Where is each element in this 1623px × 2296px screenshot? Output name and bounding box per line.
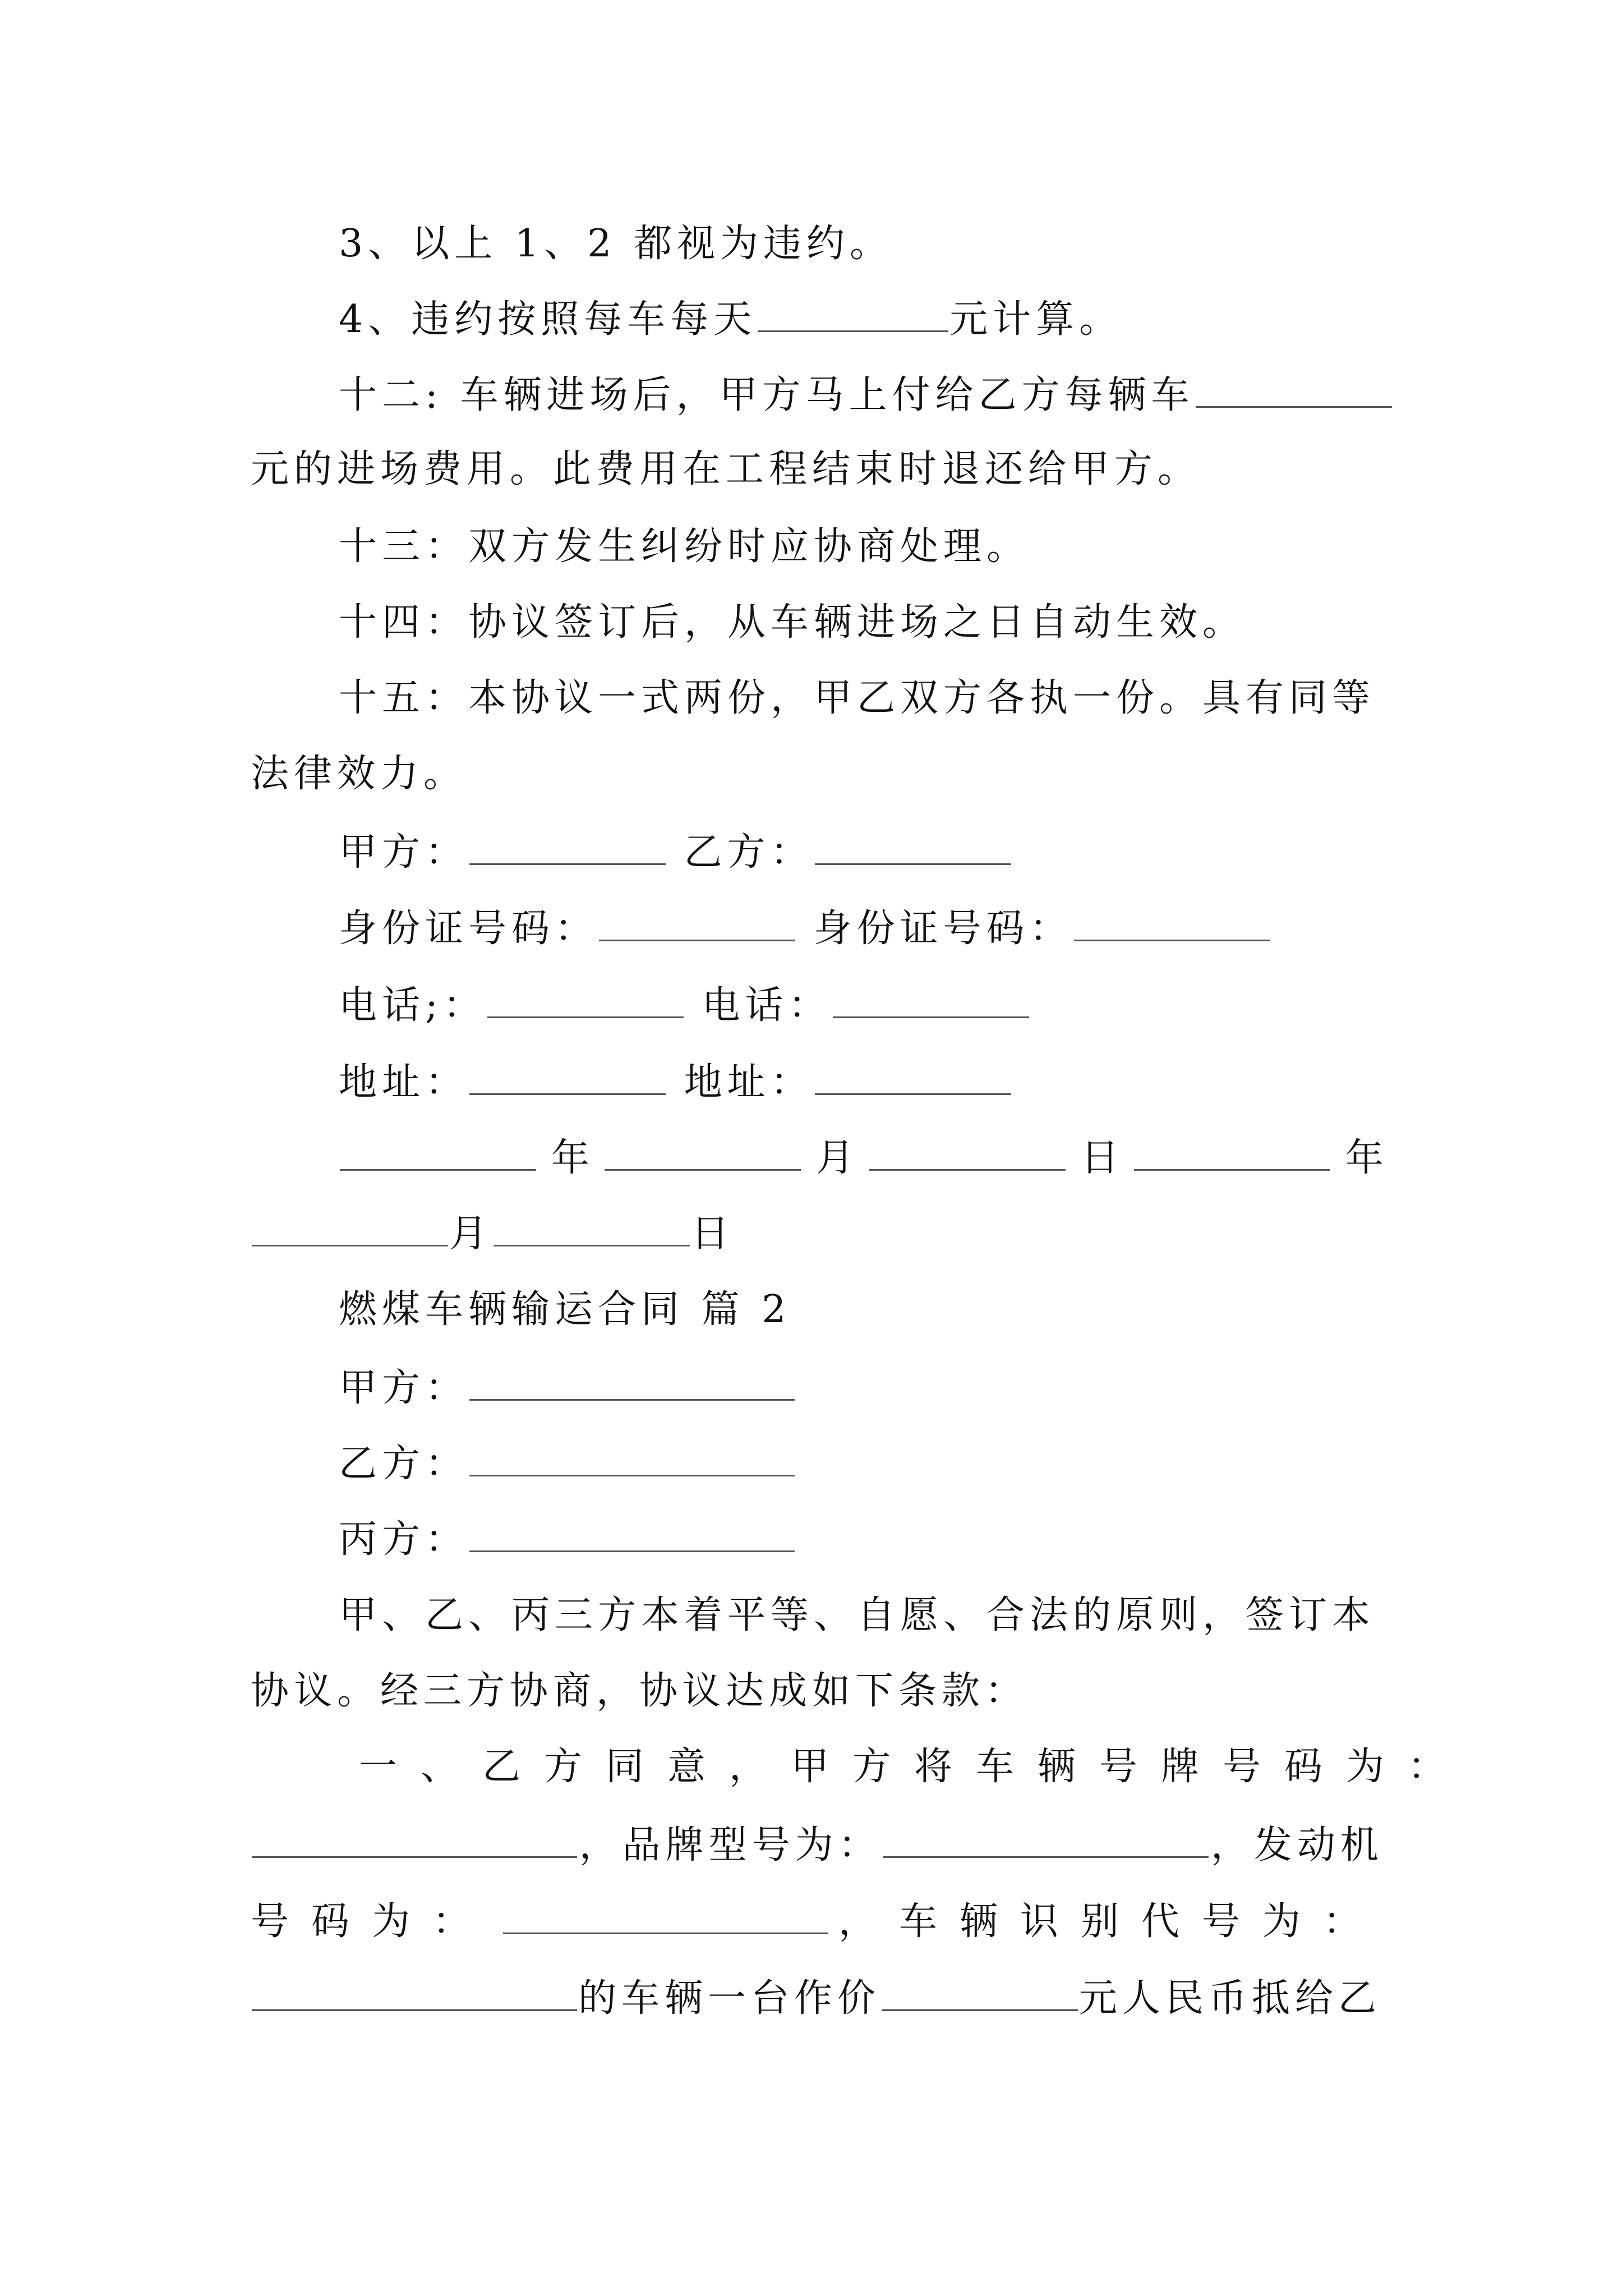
clause-line <box>339 600 1384 645</box>
fill-blank <box>599 905 795 941</box>
clause-text: 十五：本协议一式两份，甲乙双方各执一份。具有同等 <box>339 676 1376 720</box>
party-a-label: 甲方： <box>339 830 469 875</box>
clause-text: 一、乙方同意，甲方将车辆号牌号码为： <box>359 1745 1470 1789</box>
clause-line <box>251 1821 1384 1866</box>
party-b-label: 乙方： <box>684 830 814 875</box>
fill-blank <box>469 829 666 865</box>
date-month-label: 月 <box>815 1136 854 1180</box>
address-label: 地址： <box>684 1060 814 1105</box>
date-year-label: 年 <box>551 1136 589 1180</box>
party-b-label: 乙方： <box>339 1442 469 1486</box>
fill-blank <box>815 1059 1011 1095</box>
signature-line <box>339 982 1384 1027</box>
party-line <box>339 1364 1384 1409</box>
fill-blank <box>882 1975 1078 2011</box>
address-label: 地址： <box>339 1060 469 1105</box>
clause-line <box>251 1669 1384 1714</box>
fill-blank <box>252 1210 448 1246</box>
clause-line <box>339 222 1384 266</box>
fill-blank <box>605 1134 801 1171</box>
clause-line <box>251 752 1384 797</box>
fill-blank <box>494 1210 690 1246</box>
fill-blank <box>487 982 684 1018</box>
clause-text: 4、违约按照每车每天 <box>339 297 757 342</box>
fill-blank <box>252 1975 577 2011</box>
clause-text: 甲、乙、丙三方本着平等、自愿、合法的原则，签订本 <box>339 1593 1376 1637</box>
fill-blank <box>252 1821 577 1858</box>
signature-line <box>339 829 1384 873</box>
fill-blank <box>883 1821 1209 1858</box>
phone-label: 电话;： <box>339 983 486 1028</box>
clause-text: 十二: 车辆进场后，甲方马上付给乙方每辆车 <box>339 373 1195 417</box>
date-month-label: 月 <box>449 1212 493 1256</box>
id-number-label: 身份证号码： <box>813 907 1073 951</box>
date-year-label: 年 <box>1345 1136 1384 1180</box>
section-heading <box>339 1287 1384 1332</box>
fill-blank <box>469 1364 795 1401</box>
clause-line <box>359 1745 1470 1789</box>
fill-blank <box>503 1898 828 1934</box>
fill-blank <box>469 1516 795 1552</box>
phone-label: 电话： <box>702 983 832 1028</box>
date-line <box>251 1210 1384 1255</box>
clause-text: 元的进场费用。此费用在工程结束时退还给甲方。 <box>251 447 1201 491</box>
party-line <box>339 1516 1384 1561</box>
clause-text: 协议。经三方协商，协议达成如下条款： <box>251 1669 1029 1713</box>
clause-text: 十四：协议签订后，从车辆进场之日自动生效。 <box>339 600 1246 645</box>
party-a-label: 甲方： <box>339 1366 469 1410</box>
id-number-label: 身份证号码： <box>339 907 598 951</box>
clause-text: 元计算。 <box>949 297 1123 342</box>
clause-line <box>251 447 1384 492</box>
clause-text: 法律效力。 <box>251 752 467 796</box>
fill-blank <box>815 829 1011 865</box>
clause-line <box>339 371 1384 416</box>
clause-line <box>251 1975 1384 2019</box>
party-line <box>339 1440 1384 1485</box>
clause-text: 元人民币抵给乙 <box>1079 1976 1382 2021</box>
clause-text: 十三：双方发生纠纷时应协商处理。 <box>339 524 1030 569</box>
date-line <box>339 1134 1384 1179</box>
clause-line <box>339 524 1384 569</box>
clause-line <box>339 1593 1384 1638</box>
fill-blank <box>469 1059 666 1095</box>
clause-line <box>339 676 1384 721</box>
clause-text: ，品牌型号为： <box>579 1823 882 1867</box>
fill-blank <box>758 296 948 332</box>
fill-blank <box>1134 1134 1330 1171</box>
party-c-label: 丙方： <box>339 1517 469 1562</box>
date-day-label: 日 <box>691 1212 735 1256</box>
clause-line <box>251 1898 1384 1943</box>
clause-line <box>339 296 1384 341</box>
clause-text: ，车辆识别代号为： <box>838 1899 1384 1944</box>
contract-title: 燃煤车辆输运合同 篇 2 <box>339 1287 791 1332</box>
date-day-label: 日 <box>1080 1136 1119 1180</box>
signature-line <box>339 905 1384 950</box>
fill-blank <box>833 982 1029 1018</box>
clause-text: 号码为： <box>251 1899 494 1944</box>
fill-blank <box>1196 371 1392 408</box>
clause-text: 的车辆一台作价 <box>578 1976 881 2021</box>
clause-text: 3、以上 1、2 都视为违约。 <box>339 222 893 266</box>
fill-blank <box>1074 905 1270 941</box>
fill-blank <box>340 1134 536 1171</box>
signature-line <box>339 1059 1384 1103</box>
clause-text: ，发动机 <box>1210 1823 1384 1867</box>
fill-blank <box>469 1440 795 1476</box>
fill-blank <box>869 1134 1066 1171</box>
